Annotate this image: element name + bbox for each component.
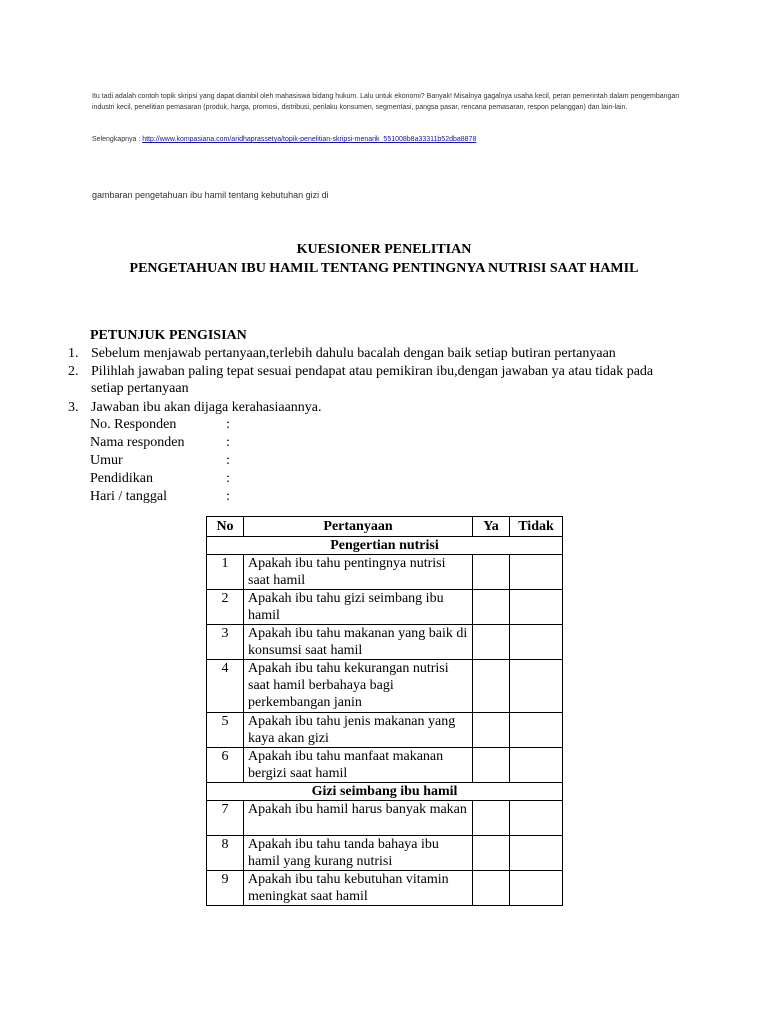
- field-label: Pendidikan: [90, 471, 153, 486]
- row-number: 6: [207, 748, 244, 783]
- header-yes: Ya: [473, 517, 510, 537]
- row-number: 8: [207, 836, 244, 871]
- source-link[interactable]: http://www.kompasiana.com/aridhaprassetya/topik-penelitian-skripsi-menarik_551008b8a33311b52dba8878: [142, 136, 477, 143]
- row-number: 7: [207, 801, 244, 836]
- field-label: Umur: [90, 453, 123, 468]
- table-row: [207, 801, 563, 836]
- row-question: Apakah ibu tahu makanan yang baik di konsumsi saat hamil: [244, 625, 473, 660]
- answer-yes-cell[interactable]: [473, 748, 510, 783]
- field-separator: :: [226, 471, 230, 486]
- field-separator: :: [226, 417, 230, 432]
- source-line: [92, 134, 692, 145]
- answer-yes-cell[interactable]: [473, 590, 510, 625]
- instruction-item: [68, 363, 688, 397]
- source-label: Selengkapnya :: [92, 136, 143, 143]
- table-row: [207, 625, 563, 660]
- field-label: Nama responden: [90, 435, 185, 450]
- answer-no-cell[interactable]: [510, 871, 563, 906]
- row-question: Apakah ibu tahu tanda bahaya ibu hamil yang kurang nutrisi: [244, 836, 473, 871]
- instructions-heading: PETUNJUK PENGISIAN: [90, 328, 247, 343]
- field-no-responden: [90, 416, 230, 433]
- row-number: 2: [207, 590, 244, 625]
- field-separator: :: [226, 453, 230, 468]
- row-question: Apakah ibu tahu jenis makanan yang kaya akan gizi: [244, 713, 473, 748]
- answer-no-cell[interactable]: [510, 660, 563, 713]
- table-row: [207, 871, 563, 906]
- answer-no-cell[interactable]: [510, 713, 563, 748]
- page-subtitle: PENGETAHUAN IBU HAMIL TENTANG PENTINGNYA NUTRISI SAAT HAMIL: [129, 261, 639, 276]
- section-row: [207, 537, 563, 555]
- answer-yes-cell[interactable]: [473, 625, 510, 660]
- field-separator: :: [226, 435, 230, 450]
- answer-no-cell[interactable]: [510, 555, 563, 590]
- row-question: Apakah ibu tahu gizi seimbang ibu hamil: [244, 590, 473, 625]
- row-number: 4: [207, 660, 244, 713]
- note-text: gambaran pengetahuan ibu hamil tentang kebutuhan gizi di: [92, 190, 329, 200]
- header-no: No: [207, 517, 244, 537]
- section-title: Pengertian nutrisi: [207, 537, 563, 555]
- field-nama-responden: [90, 434, 230, 451]
- answer-no-cell[interactable]: [510, 748, 563, 783]
- table-row: [207, 660, 563, 713]
- field-pendidikan: [90, 470, 230, 487]
- row-number: 3: [207, 625, 244, 660]
- instruction-item: [68, 399, 688, 416]
- instruction-number: 1.: [68, 346, 79, 361]
- row-question: Apakah ibu tahu pentingnya nutrisi saat hamil: [244, 555, 473, 590]
- table-header-row: [207, 517, 563, 537]
- instruction-number: 2.: [68, 364, 79, 379]
- row-question: Apakah ibu tahu kebutuhan vitamin meningkat saat hamil: [244, 871, 473, 906]
- row-question: Apakah ibu tahu kekurangan nutrisi saat hamil berbahaya bagi perkembangan janin: [244, 660, 473, 713]
- instruction-number: 3.: [68, 400, 79, 415]
- answer-no-cell[interactable]: [510, 625, 563, 660]
- row-number: 5: [207, 713, 244, 748]
- answer-yes-cell[interactable]: [473, 555, 510, 590]
- questionnaire-table: [206, 516, 563, 906]
- field-hari-tanggal: [90, 488, 230, 505]
- row-question: Apakah ibu hamil harus banyak makan: [244, 801, 473, 836]
- instruction-item: [68, 345, 688, 362]
- table-row: [207, 748, 563, 783]
- field-label: No. Responden: [90, 417, 177, 432]
- answer-no-cell[interactable]: [510, 836, 563, 871]
- answer-yes-cell[interactable]: [473, 836, 510, 871]
- answer-yes-cell[interactable]: [473, 713, 510, 748]
- row-number: 9: [207, 871, 244, 906]
- answer-no-cell[interactable]: [510, 801, 563, 836]
- answer-yes-cell[interactable]: [473, 660, 510, 713]
- answer-no-cell[interactable]: [510, 590, 563, 625]
- instruction-text: Pilihlah jawaban paling tepat sesuai pendapat atau pemikiran ibu,dengan jawaban ya atau tidak pada setiap pertanyaan: [91, 364, 654, 396]
- answer-yes-cell[interactable]: [473, 871, 510, 906]
- row-number: 1: [207, 555, 244, 590]
- section-title: Gizi seimbang ibu hamil: [207, 783, 563, 801]
- header-question: Pertanyaan: [244, 517, 473, 537]
- table-row: [207, 590, 563, 625]
- intro-paragraph: Itu tadi adalah contoh topik skripsi yang dapat diambil oleh mahasiswa bidang hukum. Lalu untuk ekonomi? Banyak! Misalnya gagalnya usaha kecil, peran pemerintah dalam pengembangan industri kecil, penelitian pemasaran (produk, harga, promosi, distribusi, perilaku konsumen, segmentasi, pangsa pasar, rencana pemasaran, respon pelanggan) dan lain-lain.: [92, 93, 680, 111]
- row-question: Apakah ibu tahu manfaat makanan bergizi saat hamil: [244, 748, 473, 783]
- instruction-text: Sebelum menjawab pertanyaan,terlebih dahulu bacalah dengan baik setiap butiran pertanyaan: [91, 346, 616, 361]
- page-title: KUESIONER PENELITIAN: [296, 242, 472, 257]
- table-row: [207, 713, 563, 748]
- field-umur: [90, 452, 230, 469]
- field-separator: :: [226, 489, 230, 504]
- field-label: Hari / tanggal: [90, 489, 167, 504]
- table-row: [207, 836, 563, 871]
- table-row: [207, 555, 563, 590]
- section-row: [207, 783, 563, 801]
- instruction-text: Jawaban ibu akan dijaga kerahasiaannya.: [91, 400, 322, 415]
- header-no-answer: Tidak: [510, 517, 563, 537]
- answer-yes-cell[interactable]: [473, 801, 510, 836]
